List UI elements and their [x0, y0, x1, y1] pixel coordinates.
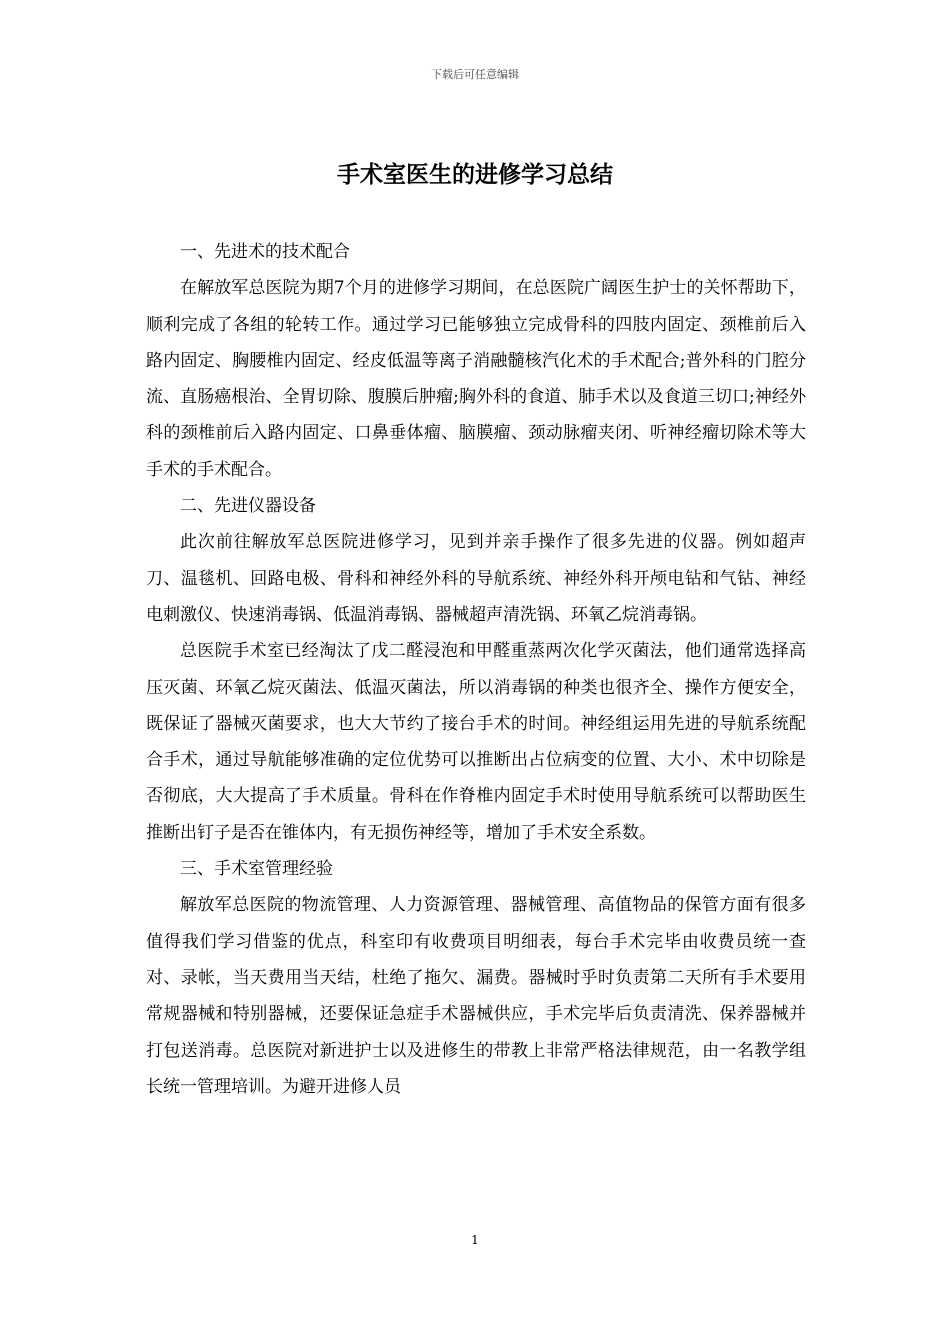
section-heading: 二、先进仪器设备 [180, 496, 316, 517]
page-number: 1 [471, 1233, 479, 1247]
body-paragraph: 总医院手术室已经淘汰了戊二醛浸泡和甲醛重蒸两次化学灭菌法，他们通常选择高压灭菌、环氧乙烷灭菌法、低温灭菌法，所以消毒锅的种类也很齐全、操作方便安全，既保证了器械灭菌要求，也大大节约了接台手术的时间。神经组运用先进的导航系统配合手术，通过导航能够准确的定位优势可以推断出占位病变的位置、大小、术中切除是否彻底，大大提高了手术质量。骨科在作脊椎内固定手术时使用导航系统可以帮助医生推断出钉子是否在锥体内，有无损伤神经等，增加了手术安全系数。 [146, 641, 806, 843]
document-title: 手术室医生的进修学习总结 [337, 162, 613, 188]
header-note: 下载后可任意编辑 [431, 68, 519, 81]
section-heading: 三、手术室管理经验 [180, 859, 333, 880]
document-body [146, 234, 806, 1105]
body-paragraph: 解放军总医院的物流管理、人力资源管理、器械管理、高值物品的保管方面有很多值得我们学习借鉴的优点，科室印有收费项目明细表，每台手术完毕由收费员统一查对、录帐，当天费用当天结，杜绝了拖欠、漏费。器械时乎时负责第二天所有手术要用常规器械和特别器械，还要保证急症手术器械供应，手术完毕后负责清洗、保养器械并打包送消毒。总医院对新进护士以及进修生的带教上非常严格法律规范，由一名教学组长统一管理培训。为避开进修人员 [146, 895, 806, 1097]
body-paragraph: 在解放军总医院为期7个月的进修学习期间，在总医院广阔医生护士的关怀帮助下，顺利完成了各组的轮转工作。通过学习已能够独立完成骨科的四肢内固定、颈椎前后入路内固定、胸腰椎内固定、经皮低温等离子消融髓核汽化术的手术配合;普外科的门腔分流、直肠癌根治、全胃切除、腹膜后肿瘤;胸外科的食道、肺手术以及食道三切口;神经外科的颈椎前后入路内固定、口鼻垂体瘤、脑膜瘤、颈动脉瘤夹闭、听神经瘤切除术等大手术的手术配合。 [146, 278, 806, 480]
section-heading: 一、先进术的技术配合 [180, 242, 350, 262]
body-paragraph: 此次前往解放军总医院进修学习，见到并亲手操作了很多先进的仪器。例如超声刀、温毯机、回路电极、骨科和神经外科的导航系统、神经外科开颅电钻和气钻、神经电刺激仪、快速消毒锅、低温消毒锅、器械超声清洗锅、环氧乙烷消毒锅。 [146, 532, 806, 625]
